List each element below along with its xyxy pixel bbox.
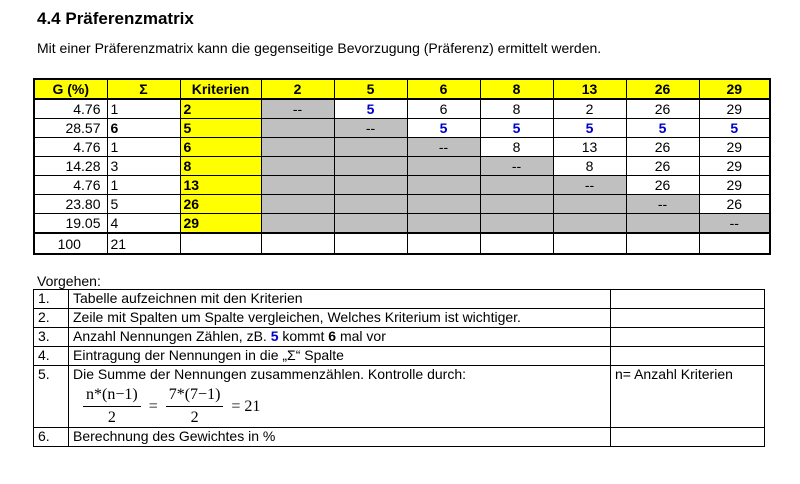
matrix-row (34, 214, 770, 234)
step-text (69, 328, 611, 347)
empty-cell (480, 233, 553, 254)
step-number: 2. (34, 309, 69, 328)
comparison-cell: 5 (407, 119, 480, 138)
comparison-cell (334, 138, 407, 157)
comparison-cell (626, 214, 699, 234)
comparison-cell: 29 (699, 176, 770, 195)
sum-cell: 5 (107, 195, 180, 214)
weight-percent-cell: 4.76 (34, 138, 107, 157)
control-formula (79, 386, 606, 427)
formula-denominator: 2 (190, 409, 199, 426)
comparison-cell (480, 176, 553, 195)
comparison-cell: 26 (626, 176, 699, 195)
comparison-cell: 26 (699, 195, 770, 214)
comparison-cell (553, 214, 626, 234)
sum-cell: 6 (107, 119, 180, 138)
matrix-header-cell: 26 (626, 79, 699, 99)
step-number: 6. (34, 428, 69, 447)
comparison-cell (334, 214, 407, 234)
step-note (611, 328, 765, 347)
comparison-cell: 8 (553, 157, 626, 176)
comparison-cell: 5 (553, 119, 626, 138)
comparison-cell (334, 176, 407, 195)
comparison-cell: -- (334, 119, 407, 138)
comparison-cell: -- (553, 176, 626, 195)
comparison-cell: 5 (699, 119, 770, 138)
comparison-cell (407, 195, 480, 214)
matrix-row (34, 138, 770, 157)
example-count: 6 (328, 328, 337, 344)
sum-cell: 3 (107, 157, 180, 176)
matrix-row (34, 99, 770, 119)
step-number: 1. (34, 290, 69, 309)
vorgehen-label: Vorgehen: (37, 273, 101, 289)
matrix-header-row (34, 79, 770, 99)
matrix-header-cell: Kriterien (180, 79, 261, 99)
comparison-cell (261, 176, 334, 195)
criterion-cell: 8 (180, 157, 261, 176)
comparison-cell: 29 (699, 157, 770, 176)
comparison-cell (480, 214, 553, 234)
weight-percent-cell: 28.57 (34, 119, 107, 138)
example-criterion: 5 (270, 328, 279, 344)
comparison-cell (261, 138, 334, 157)
step-note (611, 428, 765, 447)
intro-text: Mit einer Präferenzmatrix kann die gegenseitige Bevorzugung (Präferenz) ermittelt werden. (37, 40, 602, 56)
criterion-cell: 29 (180, 214, 261, 234)
step-row (34, 290, 765, 309)
formula-equals: = (148, 397, 158, 415)
comparison-cell: 26 (626, 99, 699, 119)
step-text: Eintragung der Nennungen in die „Σ“ Spalte (69, 347, 611, 366)
comparison-cell: 5 (626, 119, 699, 138)
step-text: Tabelle aufzeichnen mit den Kriterien (69, 290, 611, 309)
matrix-header-cell: 13 (553, 79, 626, 99)
comparison-cell: -- (699, 214, 770, 234)
formula-result: = 21 (231, 397, 261, 415)
weight-percent-cell: 14.28 (34, 157, 107, 176)
matrix-row (34, 157, 770, 176)
matrix-header-cell: 29 (699, 79, 770, 99)
comparison-cell (334, 195, 407, 214)
comparison-cell: 5 (480, 119, 553, 138)
preference-matrix (33, 78, 771, 255)
sum-cell: 1 (107, 176, 180, 195)
comparison-cell (261, 214, 334, 234)
criterion-cell: 6 (180, 138, 261, 157)
comparison-cell: 26 (626, 157, 699, 176)
matrix-sum-row (34, 233, 770, 254)
criterion-cell: 2 (180, 99, 261, 119)
matrix-row (34, 176, 770, 195)
empty-cell (407, 233, 480, 254)
matrix-header-cell: 6 (407, 79, 480, 99)
step-number: 3. (34, 328, 69, 347)
weight-percent-cell: 4.76 (34, 176, 107, 195)
empty-cell (699, 233, 770, 254)
comparison-cell: 8 (480, 99, 553, 119)
comparison-cell (553, 195, 626, 214)
comparison-cell (407, 214, 480, 234)
total-sum-cell: 21 (107, 233, 180, 254)
weight-percent-cell: 23.80 (34, 195, 107, 214)
step-note: n= Anzahl Kriterien (611, 366, 765, 428)
step-row (34, 347, 765, 366)
step-row (34, 309, 765, 328)
step-text-line: Die Summe der Nennungen zusammenzählen. Kontrolle durch: (73, 366, 466, 382)
step-row (34, 366, 765, 428)
comparison-cell (407, 176, 480, 195)
matrix-header-cell: 2 (261, 79, 334, 99)
step-note (611, 347, 765, 366)
empty-cell (626, 233, 699, 254)
matrix-header-cell: 5 (334, 79, 407, 99)
step-row (34, 428, 765, 447)
comparison-cell: -- (261, 99, 334, 119)
comparison-cell: -- (480, 157, 553, 176)
weight-percent-cell: 4.76 (34, 99, 107, 119)
criterion-cell: 26 (180, 195, 261, 214)
comparison-cell: 8 (480, 138, 553, 157)
sum-cell: 4 (107, 214, 180, 234)
step-text-part: kommt (278, 328, 329, 344)
criterion-cell: 13 (180, 176, 261, 195)
criterion-cell: 5 (180, 119, 261, 138)
total-weight-cell: 100 (34, 233, 107, 254)
step-number: 4. (34, 347, 69, 366)
empty-cell (553, 233, 626, 254)
step-text: Berechnung des Gewichtes in % (69, 428, 611, 447)
empty-cell (261, 233, 334, 254)
matrix-header-cell: Σ (107, 79, 180, 99)
step-note (611, 309, 765, 328)
matrix-header-cell: G (%) (34, 79, 107, 99)
comparison-cell (261, 195, 334, 214)
matrix-row (34, 119, 770, 138)
empty-cell (334, 233, 407, 254)
comparison-cell: 13 (553, 138, 626, 157)
formula-denominator: 2 (107, 409, 116, 426)
sum-cell: 1 (107, 138, 180, 157)
comparison-cell: -- (407, 138, 480, 157)
comparison-cell (261, 119, 334, 138)
step-text-part: mal vor (336, 328, 386, 344)
comparison-cell: 29 (699, 99, 770, 119)
step-text (69, 366, 611, 428)
comparison-cell (334, 157, 407, 176)
empty-cell (180, 233, 261, 254)
comparison-cell: 6 (407, 99, 480, 119)
step-row (34, 328, 765, 347)
formula-numerator: 7*(7−1) (166, 386, 224, 407)
weight-percent-cell: 19.05 (34, 214, 107, 234)
step-text: Zeile mit Spalten um Spalte vergleichen, Welches Kriterium ist wichtiger. (69, 309, 611, 328)
page-title: 4.4 Präferenzmatrix (37, 9, 194, 28)
comparison-cell (480, 195, 553, 214)
matrix-header-cell: 8 (480, 79, 553, 99)
comparison-cell (261, 157, 334, 176)
step-number: 5. (34, 366, 69, 428)
comparison-cell: 26 (626, 138, 699, 157)
comparison-cell: -- (626, 195, 699, 214)
comparison-cell: 5 (334, 99, 407, 119)
matrix-row (34, 195, 770, 214)
step-note (611, 290, 765, 309)
steps-table (33, 289, 765, 447)
comparison-cell (407, 157, 480, 176)
comparison-cell: 29 (699, 138, 770, 157)
comparison-cell: 2 (553, 99, 626, 119)
formula-numerator: n*(n−1) (83, 386, 141, 407)
sum-cell: 1 (107, 99, 180, 119)
step-text-part: Anzahl Nennungen Zählen, zB. (73, 328, 271, 344)
